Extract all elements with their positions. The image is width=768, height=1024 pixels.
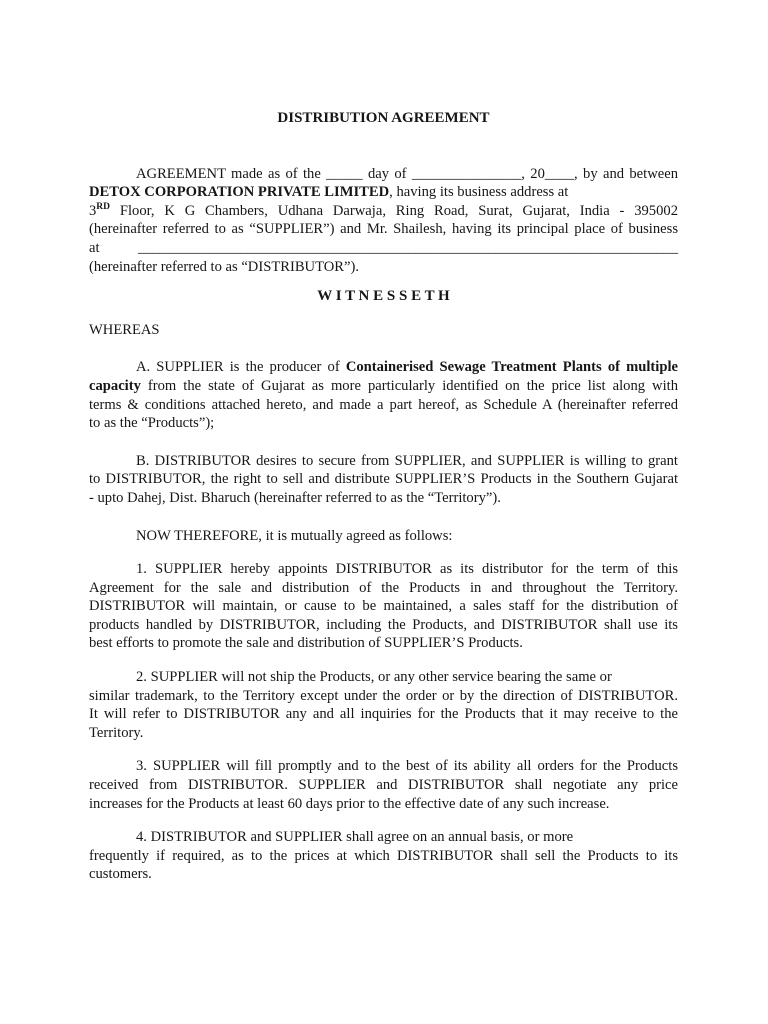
- body-text: , having its business address at: [389, 184, 569, 201]
- body-text: similar trademark, to the Territory except under the order or by the direction of DISTRIBUTOR.: [89, 687, 678, 704]
- now-therefore-line: [89, 527, 678, 546]
- body-text: at __________________________________________________________________________: [89, 239, 678, 256]
- body-text: Floor, K G Chambers, Udhana Darwaja, Ring Road, Surat, Gujarat, India - 395002: [110, 202, 678, 219]
- text-line: [89, 668, 678, 687]
- text-line: [89, 452, 678, 471]
- body-text: best efforts to promote the sale and distribution of SUPPLIER’S Products.: [89, 635, 523, 652]
- text-line: [89, 202, 678, 221]
- body-text: to DISTRIBUTOR, the right to sell and distribute SUPPLIER’S Products in the Southern Gujarat: [89, 471, 678, 488]
- text-line: [89, 396, 678, 415]
- body-text: Territory.: [89, 724, 144, 741]
- body-text: AGREEMENT made as of the _____ day of _______________, 20____, by and between: [136, 165, 678, 182]
- clause-4-paragraph: [89, 828, 678, 884]
- bold-text: Containerised Sewage Treatment Plants of multiple: [345, 359, 678, 376]
- text-line: [89, 165, 678, 184]
- body-text: frequently if required, as to the prices at which DISTRIBUTOR shall sell the Products to its: [89, 847, 678, 864]
- text-line: [89, 828, 678, 847]
- text-line: [89, 687, 678, 706]
- text-line: [89, 527, 678, 546]
- body-text: products handled by DISTRIBUTOR, including the Products, and DISTRIBUTOR shall use its: [89, 616, 678, 633]
- bold-text: DETOX CORPORATION PRIVATE LIMITED: [89, 184, 390, 201]
- text-line: [89, 579, 678, 598]
- clause-3-paragraph: [89, 757, 678, 813]
- body-text: from the state of Gujarat as more particularly identified on the price list along with: [140, 377, 678, 394]
- bold-text: capacity: [89, 377, 141, 394]
- clause-2-paragraph: [89, 668, 678, 742]
- intro-paragraph: [89, 165, 678, 277]
- body-text: terms & conditions attached hereto, and made a part hereof, as Schedule A (hereinafter referred: [89, 396, 678, 413]
- text-line: [89, 597, 678, 616]
- superscript-text: RD: [96, 201, 111, 212]
- body-text: B. DISTRIBUTOR desires to secure from SUPPLIER, and SUPPLIER is willing to grant: [136, 452, 678, 469]
- text-line: [89, 847, 678, 866]
- text-line: [89, 183, 678, 202]
- recital-b-paragraph: [89, 452, 678, 508]
- clause-1-paragraph: [89, 560, 678, 653]
- body-text: 3. SUPPLIER will fill promptly and to the best of its ability all orders for the Products: [136, 758, 678, 775]
- text-line: [89, 239, 678, 258]
- body-text: - upto Dahej, Dist. Bharuch (hereinafter referred to as the “Territory”).: [89, 489, 501, 506]
- document-title: DISTRIBUTION AGREEMENT: [277, 110, 490, 126]
- body-text: DISTRIBUTOR will maintain, or cause to be maintained, a sales staff for the distribution of: [89, 598, 678, 615]
- body-text: NOW THEREFORE, it is mutually agreed as follows:: [136, 527, 453, 544]
- text-line: [89, 489, 678, 508]
- body-text: (hereinafter referred to as “SUPPLIER”) and Mr. Shailesh, having its principal place of business: [89, 221, 678, 238]
- body-text: Agreement for the sale and distribution of the Products in and throughout the Territory.: [89, 579, 678, 596]
- body-text: 4. DISTRIBUTOR and SUPPLIER shall agree on an annual basis, or more: [136, 829, 574, 846]
- body-text: to as the “Products”);: [89, 415, 215, 432]
- text-line: [89, 470, 678, 489]
- text-line: [89, 358, 678, 377]
- text-line: [89, 258, 678, 277]
- body-text: A. SUPPLIER is the producer of: [136, 359, 346, 376]
- body-text: increases for the Products at least 60 days prior to the effective date of any such increase.: [89, 795, 610, 812]
- whereas-label: WHEREAS: [89, 321, 160, 338]
- text-line: [89, 865, 678, 884]
- text-line: [89, 414, 678, 433]
- body-text: 2. SUPPLIER will not ship the Products, or any other service bearing the same or: [136, 669, 612, 686]
- body-text: 3: [89, 202, 97, 219]
- recital-a-paragraph: [89, 358, 678, 432]
- text-line: [89, 616, 678, 635]
- body-text: 1. SUPPLIER hereby appoints DISTRIBUTOR as its distributor for the term of this: [136, 561, 678, 578]
- text-line: [89, 220, 678, 239]
- text-line: [89, 705, 678, 724]
- text-line: [89, 776, 678, 795]
- witnesseth-heading: W I T N E S S E T H: [317, 288, 450, 305]
- text-line: [89, 634, 678, 653]
- body-text: It will refer to DISTRIBUTOR any and all inquiries for the Products that it may receive to the: [89, 706, 678, 723]
- text-line: [89, 560, 678, 579]
- body-text: customers.: [89, 866, 152, 883]
- text-line: [89, 377, 678, 396]
- body-text: received from DISTRIBUTOR. SUPPLIER and DISTRIBUTOR shall negotiate any price: [89, 777, 678, 794]
- body-text: (hereinafter referred to as “DISTRIBUTOR”).: [89, 258, 360, 275]
- text-line: [89, 757, 678, 776]
- text-line: [89, 724, 678, 743]
- text-line: [89, 795, 678, 814]
